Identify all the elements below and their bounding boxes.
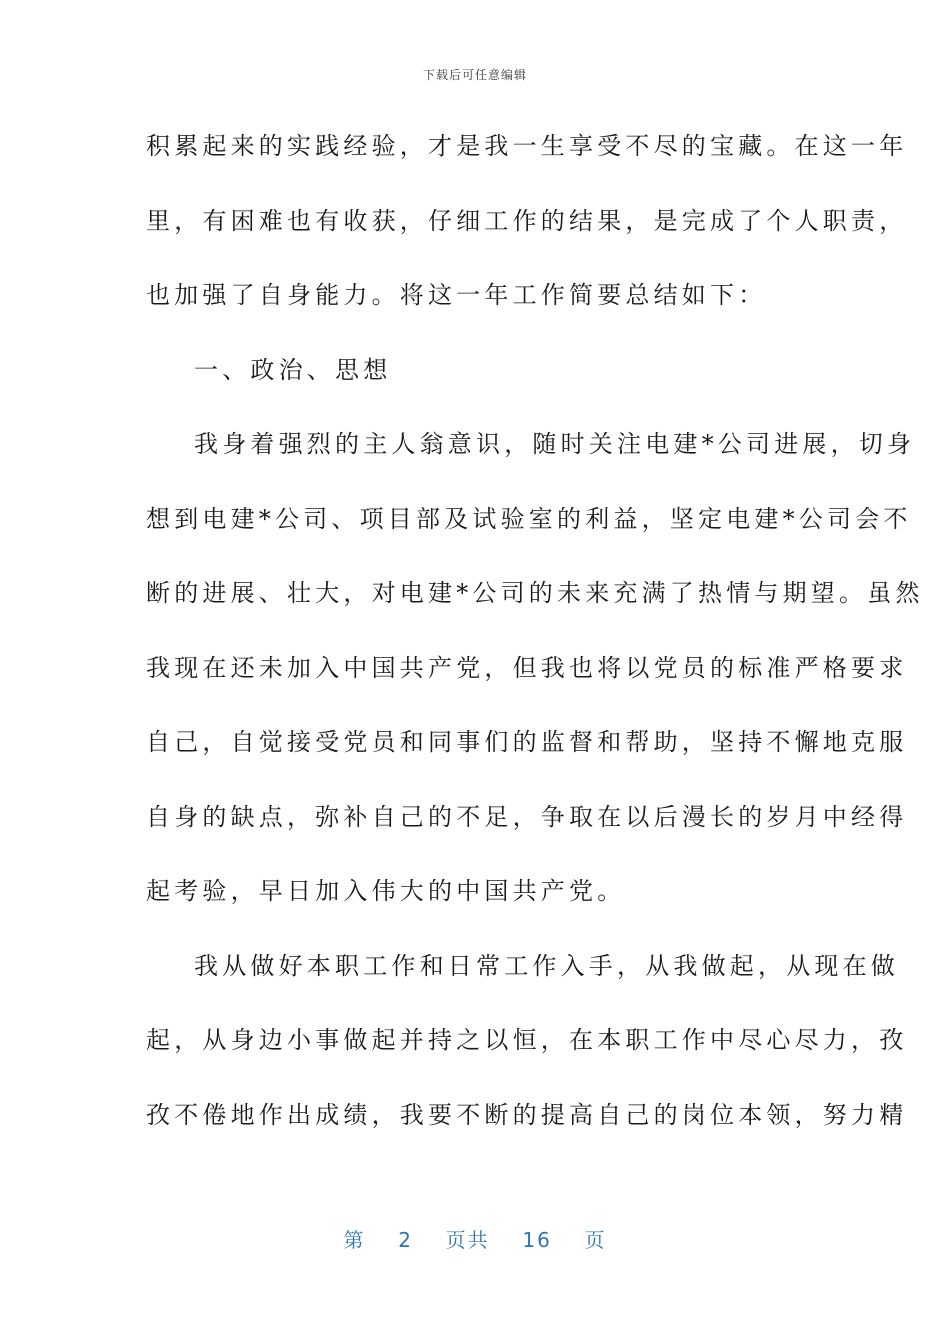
footer-prefix: 第 bbox=[343, 1228, 366, 1252]
body-line: 断的进展、壮大，对电建*公司的未来充满了热情与期望。虽然 bbox=[146, 579, 924, 607]
body-line: 也加强了自身能力。将这一年工作简要总结如下： bbox=[146, 281, 767, 309]
body-line: 孜不倦地作出成绩，我要不断的提高自己的岗位本领，努力精 bbox=[146, 1100, 908, 1129]
header-note: 下载后可任意编辑 bbox=[422, 68, 527, 82]
body-line: 自己，自觉接受党员和同事们的监督和帮助，坚持不懈地克服 bbox=[146, 728, 908, 756]
body-text bbox=[146, 122, 924, 1165]
body-line: 想到电建*公司、项目部及试验室的利益，坚定电建*公司会不 bbox=[146, 504, 912, 533]
current-page-number: 2 bbox=[398, 1228, 413, 1252]
body-line: 里，有困难也有收获，仔细工作的结果，是完成了个人职责， bbox=[146, 206, 908, 235]
footer-suffix: 页 bbox=[584, 1228, 607, 1252]
body-line: 我从做好本职工作和日常工作入手，从我做起，从现在做 bbox=[194, 951, 899, 980]
section-heading: 一、政治、思想 bbox=[194, 355, 392, 384]
page-footer bbox=[0, 1224, 950, 1253]
body-line: 我身着强烈的主人翁意识，随时关注电建*公司进展，切身 bbox=[194, 430, 916, 458]
body-line: 自身的缺点，弥补自己的不足，争取在以后漫长的岁月中经得 bbox=[146, 802, 908, 831]
body-line: 积累起来的实践经验，才是我一生享受不尽的宝藏。在这一年 bbox=[146, 132, 908, 160]
footer-middle: 页共 bbox=[445, 1228, 490, 1252]
total-pages-number: 16 bbox=[522, 1228, 552, 1252]
body-line: 起考验，早日加入伟大的中国共产党。 bbox=[146, 877, 626, 905]
body-line: 我现在还未加入中国共产党，但我也将以党员的标准严格要求 bbox=[146, 653, 908, 682]
body-line: 起，从身边小事做起并持之以恒，在本职工作中尽心尽力，孜 bbox=[146, 1026, 908, 1054]
